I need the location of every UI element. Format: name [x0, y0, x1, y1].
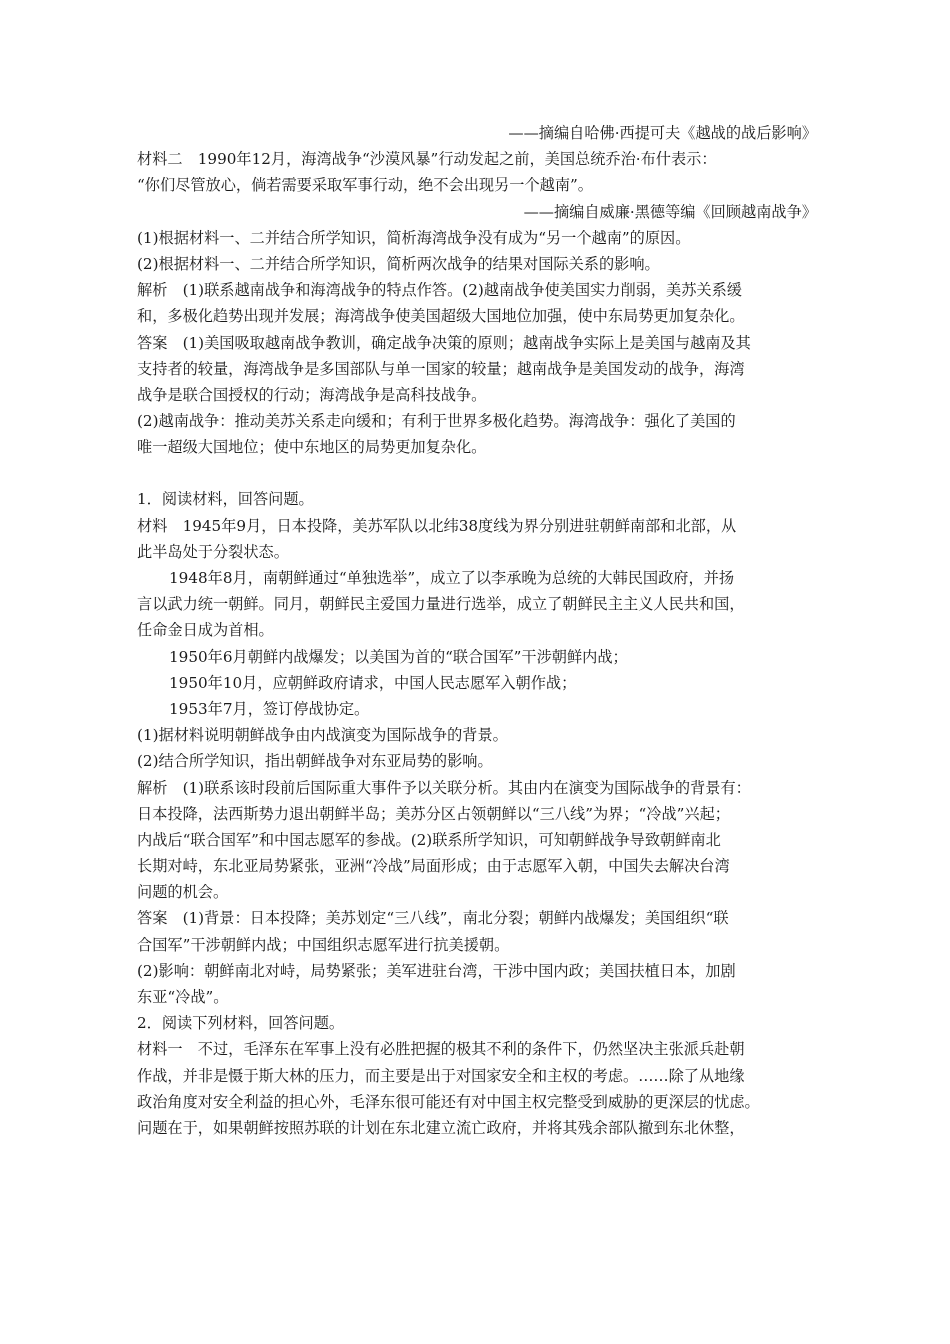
q1-event-2: 1950年10月，应朝鲜政府请求，中国人民志愿军入朝作战；: [169, 673, 577, 692]
answer-prev-line-2: 支持者的较量，海湾战争是多国部队与单一国家的较量；越南战争是美国发动的战争，海湾: [137, 359, 745, 378]
material2-line-1: 材料二 1990年12月，海湾战争“沙漠风暴”行动发起之前，美国总统乔治·布什表示：: [137, 150, 717, 169]
q1-analysis-line-2: 日本投降，法西斯势力退出朝鲜半岛；美苏分区占领朝鲜以“三八线”为界；“冷战”兴起；: [137, 804, 730, 823]
q1-analysis-line-1: 解析 (1)联系该时段前后国际重大事件予以关联分析。其由内在演变为国际战争的背景有：: [137, 778, 751, 797]
answer-prev-line-5: 唯一超级大国地位；使中东地区的局势更加复杂化。: [137, 438, 487, 457]
answer-prev-line-1: 答案 (1)美国吸取越南战争教训，确定战争决策的原则；越南战争实际上是美国与越南及其: [137, 333, 751, 352]
q1-answer-line-2: 合国军”干涉朝鲜内战；中国组织志愿军进行抗美援朝。: [137, 935, 510, 954]
q1-answer-line-1: 答案 (1)背景：日本投降；美苏划定“三八线”，南北分裂；朝鲜内战爆发；美国组织“联: [137, 909, 729, 928]
q1-analysis-line-5: 问题的机会。: [137, 883, 229, 902]
question-prev-1: (1)根据材料一、二并结合所学知识，简析海湾战争没有成为“另一个越南”的原因。: [137, 228, 691, 247]
q1-event-1: 1950年6月朝鲜内战爆发；以美国为首的“联合国军”干涉朝鲜内战；: [169, 647, 628, 666]
q2-material1-line-4: 问题在于，如果朝鲜按照苏联的计划在东北建立流亡政府，并将其残余部队撤到东北休整，: [137, 1118, 745, 1137]
question-prev-2: (2)根据材料一、二并结合所学知识，简析两次战争的结果对国际关系的影响。: [137, 254, 660, 273]
analysis-prev-line-2: 和，多极化趋势出现并发展；海湾战争使美国超级大国地位加强，使中东局势更加复杂化。: [137, 307, 745, 326]
q1-event-3: 1953年7月，签订停战协定。: [169, 699, 370, 718]
material2-line-2: “你们尽管放心，倘若需要采取军事行动，绝不会出现另一个越南”。: [137, 176, 593, 195]
q2-material1-line-3: 政治角度对安全利益的担心外，毛泽东很可能还有对中国主权完整受到威胁的更深层的忧虑。: [137, 1092, 760, 1111]
q1-analysis-line-3: 内战后“联合国军”和中国志愿军的参战。(2)联系所学知识，可知朝鲜战争导致朝鲜南北: [137, 830, 721, 849]
source-citation-2: ——摘编自威廉·黑德等编《回顾越南战争》: [523, 202, 817, 221]
q1-question-2: (2)结合所学知识，指出朝鲜战争对东亚局势的影响。: [137, 752, 493, 771]
source-citation-1: ——摘编自哈佛·西提可夫《越战的战后影响》: [508, 124, 817, 142]
q1-answer-line-3: (2)影响：朝鲜南北对峙，局势紧张；美军进驻台湾，干涉中国内政；美国扶植日本，加剧: [137, 961, 736, 980]
document-page: [137, 120, 817, 1141]
q2-material1-line-1: 材料一 不过，毛泽东在军事上没有必胜把握的极其不利的条件下，仍然坚决主张派兵赴朝: [137, 1040, 745, 1059]
q1-title: 1．阅读材料，回答问题。: [137, 490, 314, 509]
q1-para1948-line-1: 1948年8月，南朝鲜通过“单独选举”，成立了以李承晚为总统的大韩民国政府，并扬: [169, 569, 735, 587]
answer-prev-line-4: (2)越南战争：推动美苏关系走向缓和；有利于世界多极化趋势。海湾战争：强化了美国的: [137, 412, 736, 431]
q1-analysis-line-4: 长期对峙，东北亚局势紧张，亚洲“冷战”局面形成；由于志愿军入朝，中国失去解决台湾: [137, 857, 730, 876]
analysis-prev-line-1: 解析 (1)联系越南战争和海湾战争的特点作答。(2)越南战争使美国实力削弱，美苏关系缓: [137, 281, 742, 300]
section-gap: [137, 460, 817, 486]
answer-prev-line-3: 战争是联合国授权的行动；海湾战争是高科技战争。: [137, 385, 487, 404]
q1-para1948-line-3: 任命金日成为首相。: [137, 621, 274, 640]
q2-title: 2．阅读下列材料，回答问题。: [137, 1014, 345, 1033]
q1-para1948-line-2: 言以武力统一朝鲜。同月，朝鲜民主爱国力量进行选举，成立了朝鲜民主主义人民共和国，: [137, 595, 745, 614]
q2-material1-line-2: 作战，并非是慑于斯大林的压力，而主要是出于对国家安全和主权的考虑。……除了从地缘: [137, 1066, 745, 1085]
q1-material-line-1: 材料 1945年9月，日本投降，美苏军队以北纬38度线为界分别进驻朝鲜南部和北部，从: [137, 516, 737, 535]
q1-material-line-2: 此半岛处于分裂状态。: [137, 542, 289, 561]
q1-question-1: (1)据材料说明朝鲜战争由内战演变为国际战争的背景。: [137, 726, 508, 745]
q1-answer-line-4: 东亚“冷战”。: [137, 988, 229, 1006]
